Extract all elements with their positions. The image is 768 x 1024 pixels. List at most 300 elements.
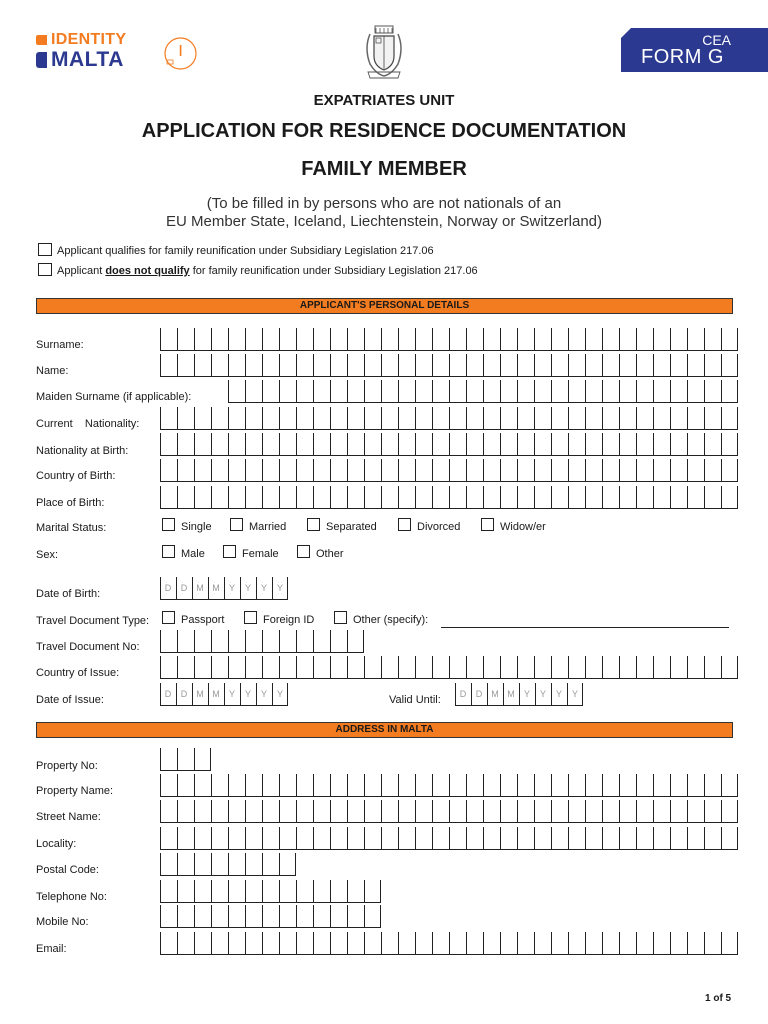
char-box[interactable] [653,407,670,430]
char-box[interactable] [160,433,177,456]
char-box[interactable] [211,827,228,850]
sex-other-checkbox[interactable] [297,545,310,558]
char-box[interactable] [330,459,347,482]
char-box[interactable] [347,932,364,955]
char-box[interactable] [619,407,636,430]
travel-passport-option[interactable] [162,611,224,626]
char-box[interactable] [262,630,279,653]
char-box[interactable] [551,407,568,430]
char-box[interactable] [177,905,194,928]
char-box[interactable] [466,380,483,403]
char-box[interactable] [245,800,262,823]
char-box[interactable] [398,827,415,850]
char-box[interactable] [551,932,568,955]
char-box[interactable] [228,630,245,653]
char-box[interactable] [330,354,347,377]
char-box[interactable] [449,774,466,797]
char-box[interactable] [160,354,177,377]
char-box[interactable] [585,354,602,377]
char-box[interactable] [653,459,670,482]
char-box[interactable] [449,433,466,456]
char-box[interactable] [687,486,704,509]
char-box[interactable] [670,354,687,377]
marital-single-checkbox[interactable] [162,518,175,531]
char-box[interactable] [398,380,415,403]
char-box[interactable] [296,800,313,823]
char-box[interactable] [245,354,262,377]
char-box[interactable] [704,827,721,850]
char-box[interactable] [670,486,687,509]
char-box[interactable] [347,433,364,456]
date-char-box[interactable] [455,683,471,706]
char-box[interactable] [568,354,585,377]
char-box[interactable] [687,328,704,351]
char-box[interactable] [568,407,585,430]
char-box[interactable] [211,328,228,351]
char-box[interactable] [449,407,466,430]
marital-divorced-checkbox[interactable] [398,518,411,531]
char-box[interactable] [415,433,432,456]
char-box[interactable] [585,328,602,351]
char-box[interactable] [364,459,381,482]
char-box[interactable] [721,486,738,509]
char-box[interactable] [653,932,670,955]
char-box[interactable] [296,486,313,509]
char-box[interactable] [364,407,381,430]
date-char-box[interactable] [208,683,224,706]
sex-male-option[interactable] [162,545,205,560]
char-box[interactable] [228,800,245,823]
char-box[interactable] [245,853,262,876]
char-box[interactable] [653,800,670,823]
char-box[interactable] [568,459,585,482]
char-box[interactable] [279,774,296,797]
char-box[interactable] [160,656,177,679]
char-box[interactable] [313,328,330,351]
char-box[interactable] [483,486,500,509]
char-box[interactable] [687,656,704,679]
char-box[interactable] [228,656,245,679]
char-box[interactable] [619,932,636,955]
char-box[interactable] [449,380,466,403]
char-box[interactable] [636,354,653,377]
date-char-box[interactable] [535,683,551,706]
char-box[interactable] [534,459,551,482]
char-box[interactable] [296,932,313,955]
char-box[interactable] [466,407,483,430]
marital-divorced-option[interactable] [398,518,460,533]
surname-field[interactable] [160,328,738,351]
char-box[interactable] [721,932,738,955]
char-box[interactable] [670,380,687,403]
char-box[interactable] [398,459,415,482]
char-box[interactable] [687,800,704,823]
char-box[interactable] [194,459,211,482]
char-box[interactable] [636,932,653,955]
char-box[interactable] [245,328,262,351]
char-box[interactable] [262,486,279,509]
char-box[interactable] [364,380,381,403]
char-box[interactable] [245,880,262,903]
char-box[interactable] [211,774,228,797]
char-box[interactable] [194,800,211,823]
travel-foreign-id-option[interactable] [244,611,314,626]
date-char-box[interactable] [160,577,176,600]
travel-foreign-id-checkbox[interactable] [244,611,257,624]
char-box[interactable] [670,433,687,456]
char-box[interactable] [551,774,568,797]
char-box[interactable] [279,932,296,955]
char-box[interactable] [568,486,585,509]
char-box[interactable] [500,380,517,403]
char-box[interactable] [602,827,619,850]
char-box[interactable] [194,748,211,771]
char-box[interactable] [211,905,228,928]
date-char-box[interactable] [176,683,192,706]
char-box[interactable] [500,932,517,955]
date-char-box[interactable] [224,683,240,706]
char-box[interactable] [483,407,500,430]
char-box[interactable] [517,459,534,482]
char-box[interactable] [449,827,466,850]
char-box[interactable] [160,459,177,482]
char-box[interactable] [381,459,398,482]
char-box[interactable] [602,932,619,955]
char-box[interactable] [636,774,653,797]
char-box[interactable] [568,380,585,403]
char-box[interactable] [347,800,364,823]
char-box[interactable] [636,656,653,679]
char-box[interactable] [211,880,228,903]
travel-other-option[interactable] [334,611,428,626]
char-box[interactable] [228,433,245,456]
char-box[interactable] [500,486,517,509]
char-box[interactable] [330,433,347,456]
char-box[interactable] [381,354,398,377]
char-box[interactable] [602,328,619,351]
char-box[interactable] [313,407,330,430]
char-box[interactable] [160,880,177,903]
char-box[interactable] [415,328,432,351]
char-box[interactable] [670,774,687,797]
char-box[interactable] [568,774,585,797]
char-box[interactable] [602,774,619,797]
char-box[interactable] [704,459,721,482]
sex-female-checkbox[interactable] [223,545,236,558]
char-box[interactable] [466,656,483,679]
char-box[interactable] [568,433,585,456]
char-box[interactable] [194,905,211,928]
char-box[interactable] [415,656,432,679]
char-box[interactable] [551,656,568,679]
char-box[interactable] [177,880,194,903]
email-field[interactable] [160,932,738,955]
date-char-box[interactable] [160,683,176,706]
char-box[interactable] [296,880,313,903]
char-box[interactable] [160,748,177,771]
date-char-box[interactable] [176,577,192,600]
char-box[interactable] [466,486,483,509]
char-box[interactable] [432,486,449,509]
char-box[interactable] [551,459,568,482]
char-box[interactable] [296,407,313,430]
char-box[interactable] [279,459,296,482]
char-box[interactable] [160,774,177,797]
qualifies-option[interactable] [38,243,434,257]
char-box[interactable] [721,328,738,351]
char-box[interactable] [483,354,500,377]
char-box[interactable] [313,433,330,456]
char-box[interactable] [279,630,296,653]
char-box[interactable] [449,328,466,351]
marital-married-option[interactable] [230,518,286,533]
char-box[interactable] [415,800,432,823]
char-box[interactable] [347,407,364,430]
char-box[interactable] [619,380,636,403]
char-box[interactable] [160,630,177,653]
char-box[interactable] [500,656,517,679]
char-box[interactable] [483,656,500,679]
char-box[interactable] [347,827,364,850]
char-box[interactable] [415,774,432,797]
char-box[interactable] [330,774,347,797]
date-char-box[interactable] [192,683,208,706]
char-box[interactable] [534,407,551,430]
char-box[interactable] [330,630,347,653]
char-box[interactable] [653,354,670,377]
char-box[interactable] [245,407,262,430]
char-box[interactable] [177,328,194,351]
char-box[interactable] [211,630,228,653]
char-box[interactable] [500,774,517,797]
char-box[interactable] [721,354,738,377]
char-box[interactable] [483,827,500,850]
char-box[interactable] [211,459,228,482]
char-box[interactable] [296,328,313,351]
char-box[interactable] [262,433,279,456]
valid-until-field[interactable] [455,683,583,706]
char-box[interactable] [534,800,551,823]
char-box[interactable] [432,328,449,351]
char-box[interactable] [211,932,228,955]
char-box[interactable] [449,656,466,679]
char-box[interactable] [517,328,534,351]
char-box[interactable] [364,774,381,797]
char-box[interactable] [602,459,619,482]
char-box[interactable] [704,800,721,823]
char-box[interactable] [330,486,347,509]
char-box[interactable] [194,827,211,850]
date-char-box[interactable] [256,683,272,706]
maiden-surname-field[interactable] [228,380,738,403]
char-box[interactable] [177,853,194,876]
char-box[interactable] [160,905,177,928]
char-box[interactable] [466,774,483,797]
char-box[interactable] [398,328,415,351]
char-box[interactable] [177,407,194,430]
char-box[interactable] [483,774,500,797]
char-box[interactable] [517,656,534,679]
property-name-field[interactable] [160,774,738,797]
char-box[interactable] [211,486,228,509]
char-box[interactable] [262,656,279,679]
char-box[interactable] [687,827,704,850]
char-box[interactable] [160,800,177,823]
char-box[interactable] [313,774,330,797]
char-box[interactable] [432,354,449,377]
travel-other-checkbox[interactable] [334,611,347,624]
char-box[interactable] [721,800,738,823]
char-box[interactable] [551,380,568,403]
char-box[interactable] [347,380,364,403]
char-box[interactable] [568,328,585,351]
char-box[interactable] [585,827,602,850]
char-box[interactable] [449,354,466,377]
char-box[interactable] [636,827,653,850]
char-box[interactable] [602,354,619,377]
char-box[interactable] [534,433,551,456]
char-box[interactable] [466,459,483,482]
char-box[interactable] [381,656,398,679]
char-box[interactable] [245,774,262,797]
char-box[interactable] [449,486,466,509]
date-char-box[interactable] [471,683,487,706]
char-box[interactable] [432,380,449,403]
char-box[interactable] [296,774,313,797]
char-box[interactable] [687,433,704,456]
travel-passport-checkbox[interactable] [162,611,175,624]
date-char-box[interactable] [192,577,208,600]
char-box[interactable] [364,433,381,456]
char-box[interactable] [415,827,432,850]
char-box[interactable] [415,459,432,482]
char-box[interactable] [670,800,687,823]
char-box[interactable] [687,932,704,955]
char-box[interactable] [330,905,347,928]
marital-separated-checkbox[interactable] [307,518,320,531]
char-box[interactable] [534,656,551,679]
char-box[interactable] [449,800,466,823]
char-box[interactable] [483,380,500,403]
char-box[interactable] [432,774,449,797]
locality-field[interactable] [160,827,738,850]
char-box[interactable] [228,774,245,797]
char-box[interactable] [432,827,449,850]
char-box[interactable] [585,486,602,509]
char-box[interactable] [313,656,330,679]
char-box[interactable] [653,827,670,850]
char-box[interactable] [432,407,449,430]
char-box[interactable] [415,932,432,955]
char-box[interactable] [279,827,296,850]
char-box[interactable] [279,354,296,377]
char-box[interactable] [432,800,449,823]
char-box[interactable] [347,459,364,482]
char-box[interactable] [670,407,687,430]
char-box[interactable] [194,880,211,903]
char-box[interactable] [704,656,721,679]
char-box[interactable] [245,380,262,403]
char-box[interactable] [296,630,313,653]
char-box[interactable] [619,774,636,797]
char-box[interactable] [670,932,687,955]
char-box[interactable] [636,407,653,430]
char-box[interactable] [415,380,432,403]
char-box[interactable] [364,827,381,850]
char-box[interactable] [636,486,653,509]
char-box[interactable] [228,827,245,850]
char-box[interactable] [296,354,313,377]
char-box[interactable] [211,800,228,823]
char-box[interactable] [296,433,313,456]
char-box[interactable] [262,354,279,377]
marital-single-option[interactable] [162,518,212,533]
date-char-box[interactable] [551,683,567,706]
char-box[interactable] [466,354,483,377]
char-box[interactable] [364,354,381,377]
date-char-box[interactable] [487,683,503,706]
char-box[interactable] [160,407,177,430]
not-qualify-option[interactable] [38,263,478,277]
char-box[interactable] [585,932,602,955]
char-box[interactable] [585,656,602,679]
char-box[interactable] [313,932,330,955]
char-box[interactable] [653,380,670,403]
char-box[interactable] [517,827,534,850]
property-no-field[interactable] [160,748,211,771]
char-box[interactable] [704,932,721,955]
char-box[interactable] [500,328,517,351]
char-box[interactable] [534,932,551,955]
char-box[interactable] [194,932,211,955]
char-box[interactable] [245,459,262,482]
char-box[interactable] [466,328,483,351]
char-box[interactable] [483,800,500,823]
country-issue-field[interactable] [160,656,738,679]
char-box[interactable] [466,800,483,823]
char-box[interactable] [398,656,415,679]
char-box[interactable] [721,656,738,679]
travel-other-specify-line[interactable] [441,627,729,628]
char-box[interactable] [245,656,262,679]
char-box[interactable] [211,656,228,679]
name-field[interactable] [160,354,738,377]
char-box[interactable] [194,774,211,797]
char-box[interactable] [381,774,398,797]
char-box[interactable] [347,328,364,351]
char-box[interactable] [653,433,670,456]
char-box[interactable] [415,486,432,509]
char-box[interactable] [704,354,721,377]
char-box[interactable] [262,932,279,955]
char-box[interactable] [262,853,279,876]
date-char-box[interactable] [256,577,272,600]
char-box[interactable] [534,328,551,351]
mobile-field[interactable] [160,905,381,928]
char-box[interactable] [721,407,738,430]
char-box[interactable] [398,407,415,430]
char-box[interactable] [585,433,602,456]
char-box[interactable] [262,905,279,928]
char-box[interactable] [177,748,194,771]
marital-separated-option[interactable] [307,518,377,533]
date-birth-field[interactable] [160,577,288,600]
char-box[interactable] [721,380,738,403]
char-box[interactable] [279,905,296,928]
char-box[interactable] [653,656,670,679]
char-box[interactable] [262,880,279,903]
char-box[interactable] [194,853,211,876]
